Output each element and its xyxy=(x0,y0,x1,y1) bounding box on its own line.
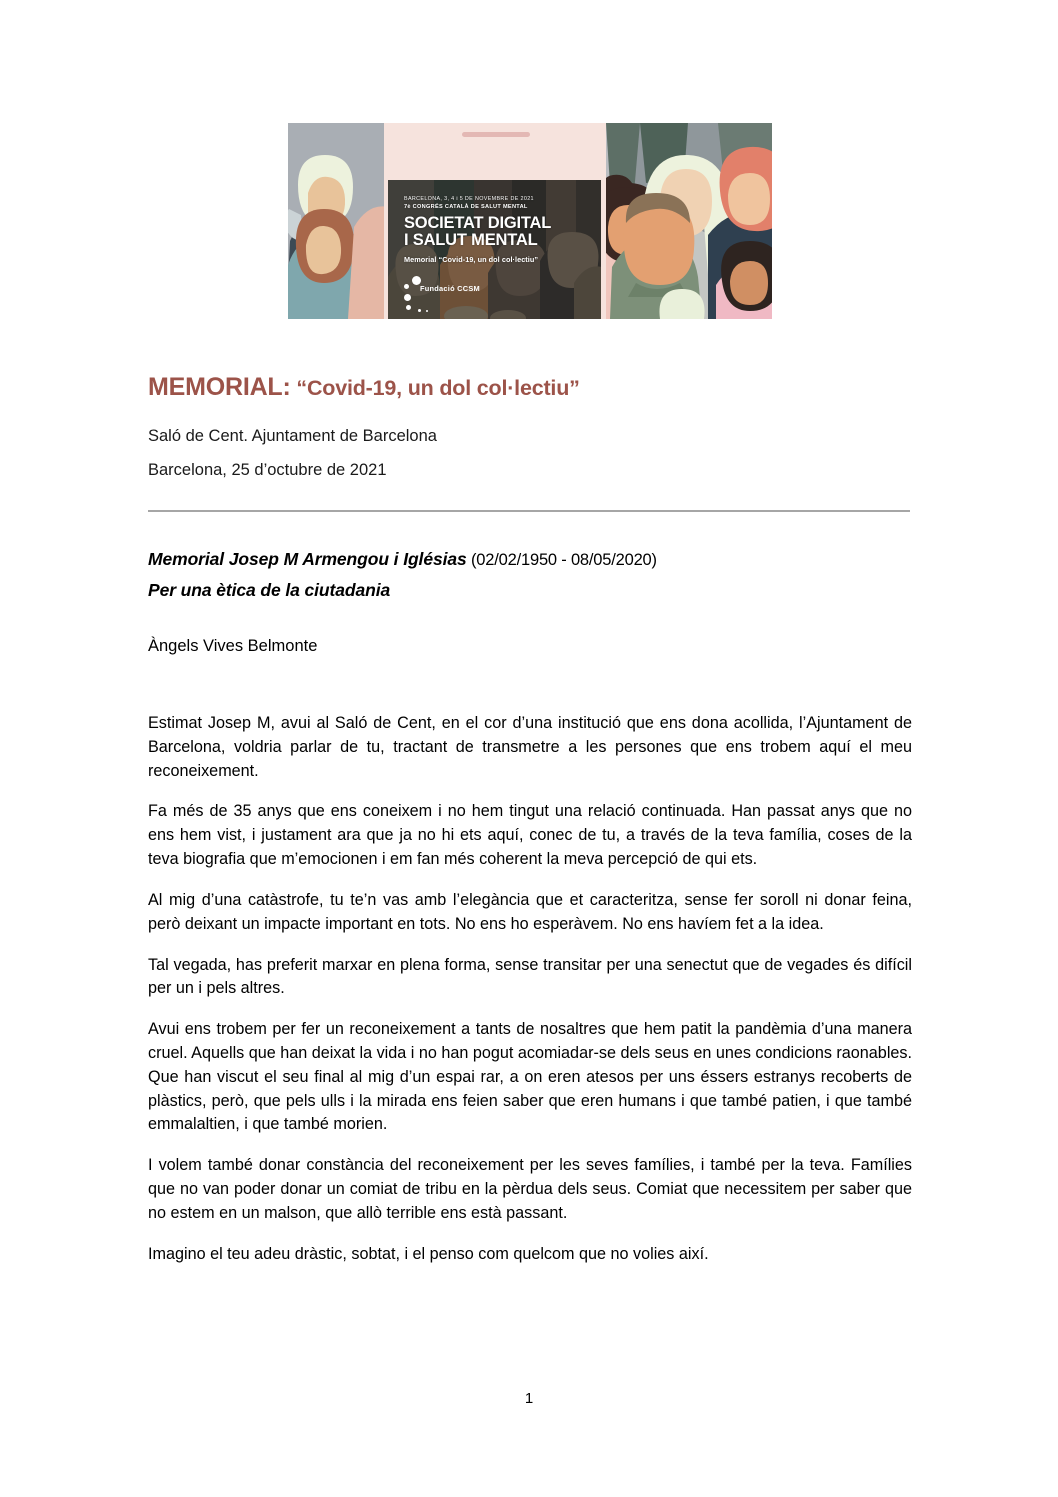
page-number: 1 xyxy=(524,1390,534,1407)
congress-banner-image xyxy=(288,123,772,319)
paragraph: Al mig d’una catàstrofe, tu te’n vas amb l’elegància que et caracteritza, sense fer soroll ni donar feina, però deixant un impacte important en tots. No ens ho esperàvem. No ens havíem fet a la idea. xyxy=(148,890,912,933)
memorial-name: Memorial Josep M Armengou i Iglésias xyxy=(148,549,467,569)
author-name: Àngels Vives Belmonte xyxy=(148,637,318,655)
memorial-subtitle: Per una ètica de la ciutadania xyxy=(148,580,391,600)
poster-subtitle: Memorial “Covid-19, un dol col·lectiu” xyxy=(404,254,539,264)
paragraph: Fa més de 35 anys que ens coneixem i no hem tingut una relació continuada. Han passat anys que no ens hem vist, i justament ara que ja no hi ets aquí, conec de tu, a través de la teva família, coses de la teva biografia que m’emocionen i em fan més coherent la meva percepció de qui ets. xyxy=(148,802,912,869)
poster-kicker-line1: BARCELONA, 3, 4 i 5 DE NOVEMBRE DE 2021 xyxy=(404,196,534,202)
header-divider xyxy=(148,510,910,512)
poster-text-block xyxy=(404,196,593,264)
paragraph: I volem també donar constància del reconeixement per les seves famílies, i també per la teva. Famílies que no van poder donar un comiat de tribu en la pèrdua dels seus. Comiat que necessitem per saber que no estem en un malson, que allò terrible ens està passant. xyxy=(148,1156,912,1222)
poster-kicker-line2: 7è CONGRÉS CATALÀ DE SALUT MENTAL xyxy=(404,203,528,210)
poster-title-line2: I SALUT MENTAL xyxy=(404,230,538,249)
paragraph: Tal vegada, has preferit marxar en plena forma, sense transitar per una senectut que de vegades és difícil per un i pels altres. xyxy=(148,955,912,998)
paragraph: Imagino el teu adeu dràstic, sobtat, i el penso com quelcom que no volies així. xyxy=(148,1244,709,1263)
body-text-column xyxy=(148,712,912,1266)
page-title xyxy=(148,373,580,402)
memorial-name-line xyxy=(148,549,657,570)
place-date-line: Barcelona, 25 d’octubre de 2021 xyxy=(148,461,387,479)
poster-title-line1: SOCIETAT DIGITAL xyxy=(404,213,552,232)
page-title-strong: MEMORIAL: xyxy=(148,373,291,401)
paragraph: Avui ens trobem per fer un reconeixement a tants de nosaltres que hem patit la pandèmia d’una manera cruel. Aquells que han deixat la vida i no han pogut acomiadar-se dels seus en unes condicions raonables. Que han viscut el seu final al mig d’un espai rar, a on eren atesos per uns éssers estranys recoberts de plàstics, però, que pels ulls i la mirada ens feien saber que eren humans i que també patien, i que també emmalaltien, i que també morien. xyxy=(148,1020,913,1134)
page-title-quoted: “Covid-19, un dol col·lectiu” xyxy=(296,376,580,400)
poster-screen xyxy=(388,180,601,319)
device-speaker-bar xyxy=(462,132,530,137)
venue-line: Saló de Cent. Ajuntament de Barcelona xyxy=(148,427,437,445)
memorial-dates: (02/02/1950 - 08/05/2020) xyxy=(471,551,657,569)
ccsm-logo-text: Fundació CCSM xyxy=(420,284,480,293)
paragraph: Estimat Josep M, avui al Saló de Cent, en el cor d’una institució que ens dona acollida, l’Ajuntament de Barcelona, voldria parlar de tu, tractant de transmetre a les persones que ens trobem aquí el meu reconeixement. xyxy=(148,714,912,780)
